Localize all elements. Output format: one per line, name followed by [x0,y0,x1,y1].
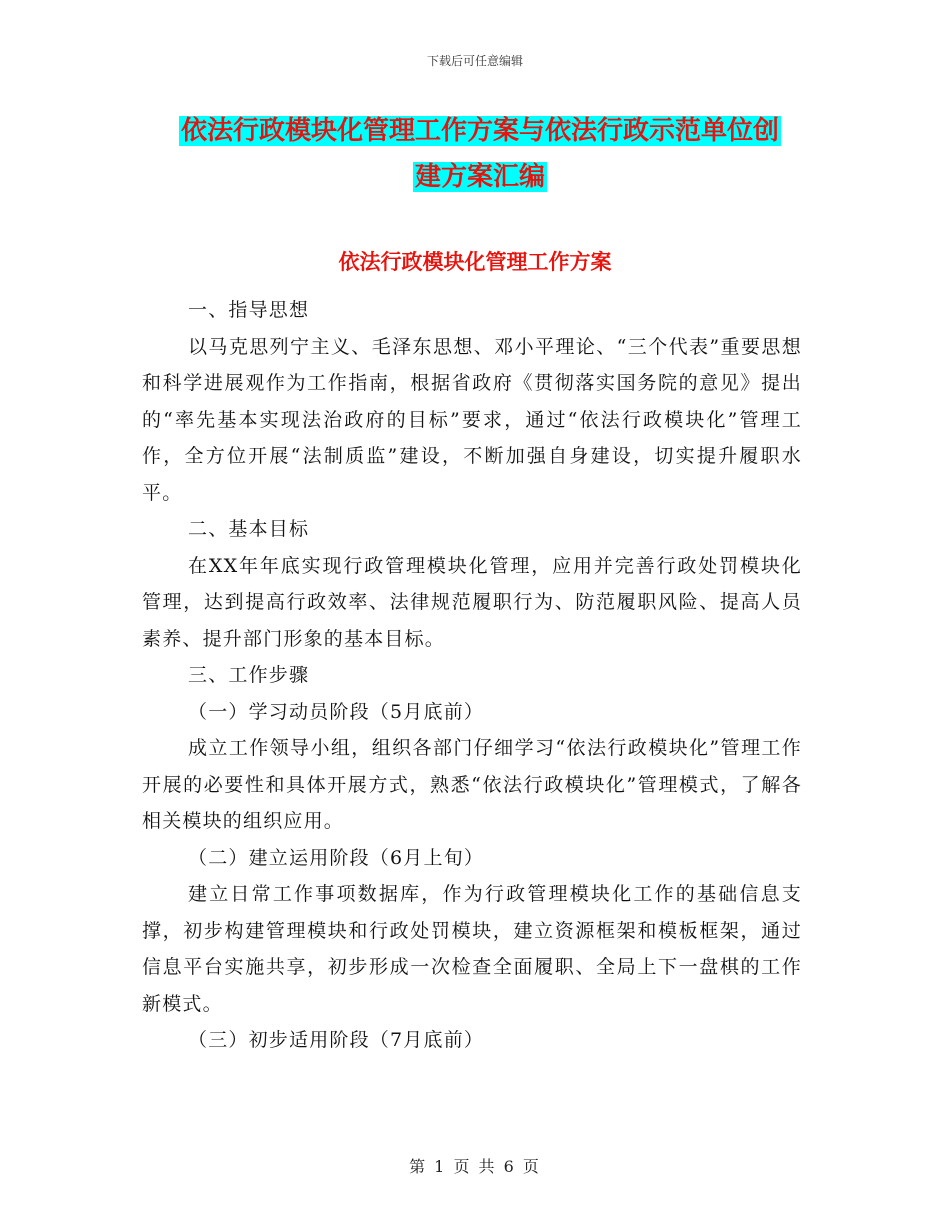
subheading-stage-3: （三）初步适用阶段（7月底前） [188,1029,485,1051]
page-header-note: 下载后可任意编辑 [426,54,523,68]
section-title: 依法行政模块化管理工作方案 [338,250,612,274]
document-title-line-1: 依法行政模块化管理工作方案与依法行政示范单位创 [180,116,779,146]
subheading-stage-2: （二）建立运用阶段（6月上旬） [188,846,485,869]
document-body [142,292,802,1059]
page-number-footer: 第 1 页 共 6 页 [409,1157,541,1176]
heading-basic-goal: 二、基本目标 [188,518,310,540]
subheading-stage-1: （一）学习动员阶段（5月底前） [188,700,485,723]
document-title-line-2: 建方案汇编 [414,162,545,192]
heading-work-steps: 三、工作步骤 [188,664,310,686]
paragraph-guiding-thought: 以马克思列宁主义、毛泽东思想、邓小平理论、“三个代表”重要思想和科学进展观作为工作指南，根据省政府《贯彻落实国务院的意见》提出的“率先基本实现法治政府的目标”要求，通过“依法行政模块化”管理工作，全方位开展“法制质监”建设，不断加强自身建设，切实提升履职水平。 [142,335,802,504]
paragraph-basic-goal: 在XX年年底实现行政管理模块化管理，应用并完善行政处罚模块化管理，达到提高行政效率、法律规范履职行为、防范履职风险、提高人员素养、提升部门形象的基本目标。 [142,554,802,650]
heading-guiding-thought: 一、指导思想 [188,299,310,321]
paragraph-stage-2: 建立日常工作事项数据库，作为行政管理模块化工作的基础信息支撑，初步构建管理模块和行政处罚模块，建立资源框架和模板框架，通过信息平台实施共享，初步形成一次检查全面履职、全局上下一盘棋的工作新模式。 [142,883,802,1015]
document-title [140,108,820,200]
paragraph-stage-1: 成立工作领导小组，组织各部门仔细学习“依法行政模块化”管理工作开展的必要性和具体开展方式，熟悉“依法行政模块化”管理模式，了解各相关模块的组织应用。 [142,737,802,832]
